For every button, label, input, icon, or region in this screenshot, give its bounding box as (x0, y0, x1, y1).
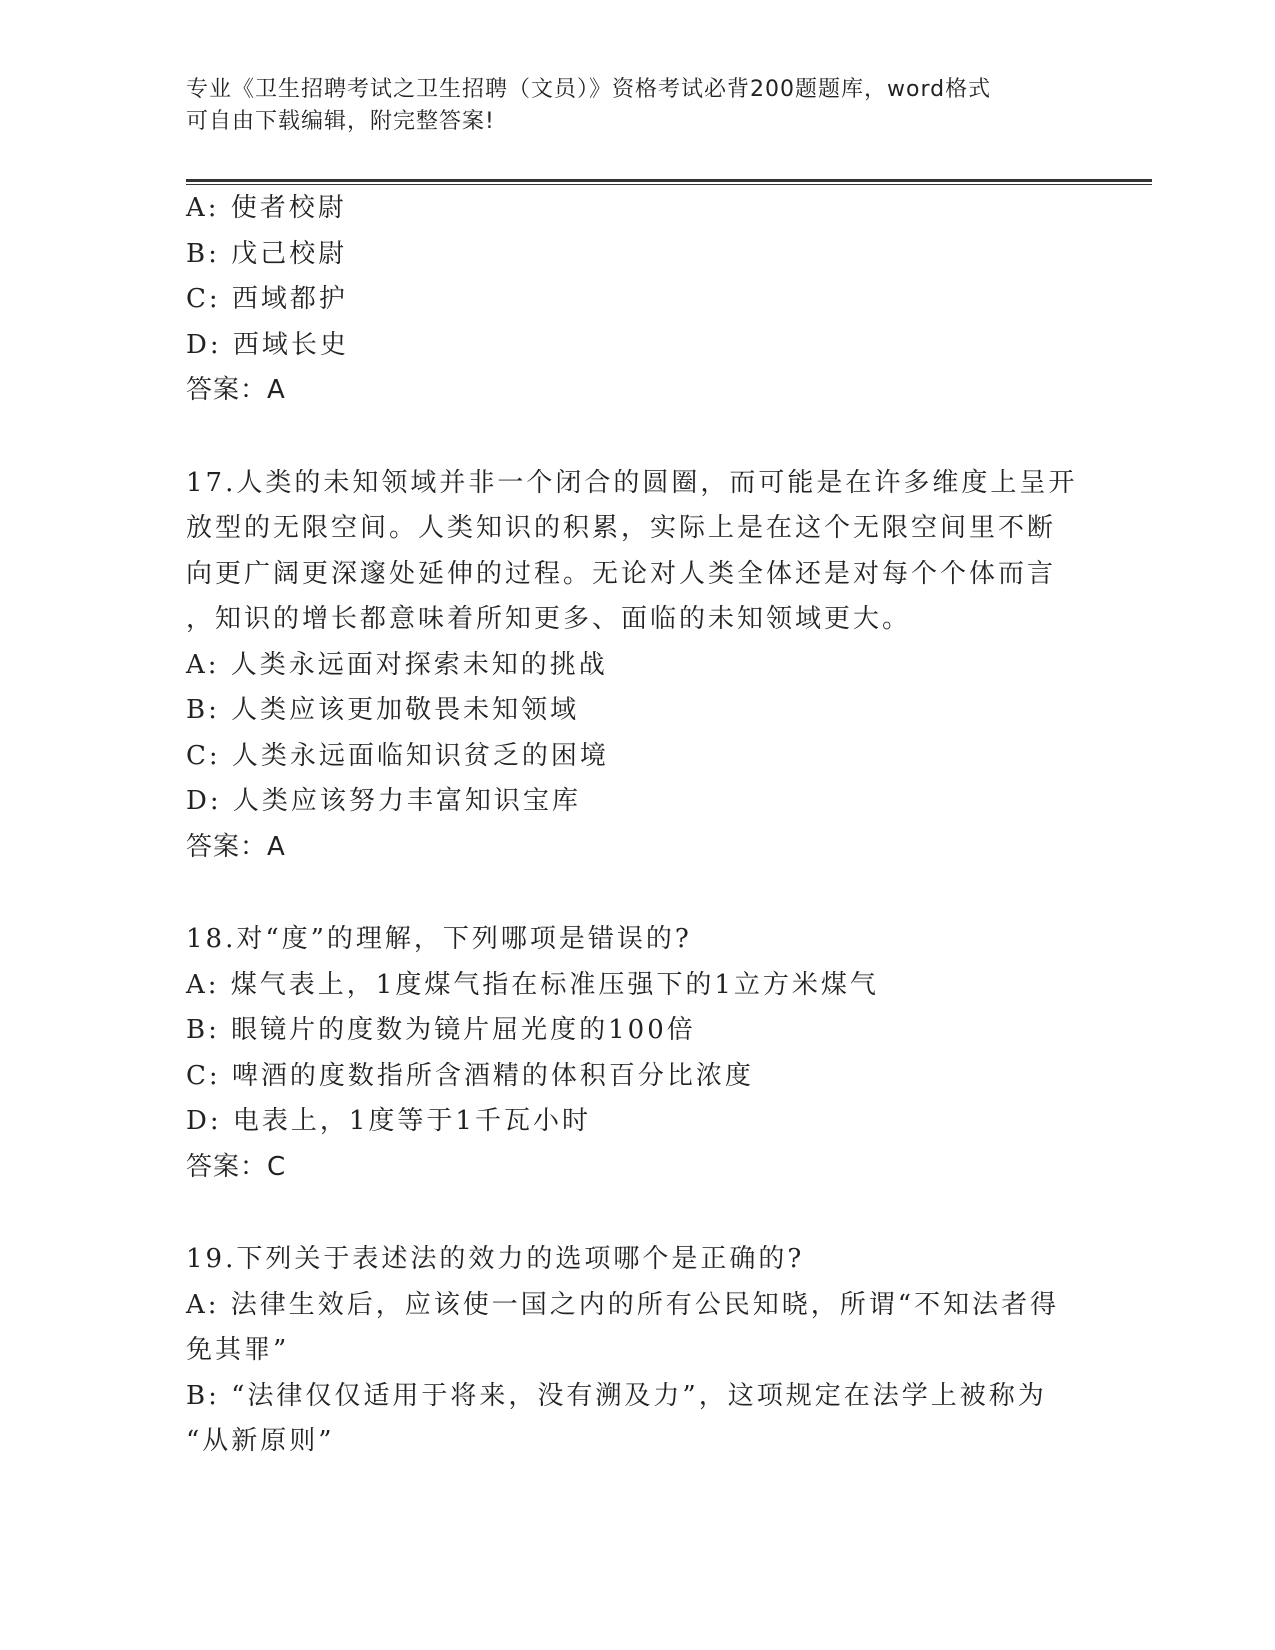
q17-option-c: C: 人类永远面临知识贫乏的困境 (186, 740, 609, 771)
q16-option-a: A: 使者校尉 (186, 193, 347, 223)
q17-option-a: A: 人类永远面对探索未知的挑战 (186, 649, 608, 680)
header-rule-thin (186, 184, 1152, 185)
q18-stem: 18.对“度”的理解，下列哪项是错误的? (186, 924, 692, 954)
q19-option-b-line-1: B: “法律仅仅适用于将来，没有溯及力”，这项规定在法学上被称为 (186, 1380, 1047, 1411)
header-line-1: 专业《卫生招聘考试之卫生招聘（文员）》资格考试必背200题题库，word格式 (186, 77, 992, 102)
q19-stem: 19.下列关于表述法的效力的选项哪个是正确的? (186, 1244, 805, 1274)
header-rule-thick (186, 179, 1152, 182)
q18-option-a: A: 煤气表上，1度煤气指在标准压强下的1立方米煤气 (186, 969, 879, 1000)
q18-option-d: D: 电表上，1度等于1千瓦小时 (186, 1106, 591, 1136)
question-19-block (186, 1237, 1086, 1465)
q17-answer: 答案：A (186, 831, 286, 862)
q19-option-b-line-2: “从新原则” (186, 1426, 335, 1456)
question-18-block (186, 917, 1086, 1190)
q17-option-d: D: 人类应该努力丰富知识宝库 (186, 786, 581, 816)
header-line-2: 可自由下载编辑，附完整答案! (186, 109, 495, 134)
q16-option-c: C: 西域都护 (186, 284, 348, 314)
q16-option-b: B: 戊己校尉 (186, 238, 348, 269)
q18-option-b: B: 眼镜片的度数为镜片屈光度的100倍 (186, 1015, 696, 1045)
q17-stem-line-3: 向更广阔更深邃处延伸的过程。无论对人类全体还是对每个个体而言 (186, 558, 1057, 589)
question-16-block (186, 186, 1086, 414)
q18-answer: 答案：C (186, 1151, 287, 1182)
document-header (186, 74, 1066, 138)
q18-option-c: C: 啤酒的度数指所含酒精的体积百分比浓度 (186, 1060, 754, 1091)
spacer (186, 414, 1086, 461)
q17-option-b: B: 人类应该更加敬畏未知领域 (186, 695, 580, 725)
q19-option-a-line-1: A: 法律生效后，应该使一国之内的所有公民知晓，所谓“不知法者得 (186, 1289, 1060, 1320)
q19-option-a-line-2: 免其罪” (186, 1335, 290, 1365)
question-content (186, 186, 1086, 1465)
question-17-block (186, 461, 1086, 871)
q17-stem-line-2: 放型的无限空间。人类知识的积累，实际上是在这个无限空间里不断 (186, 513, 1057, 543)
q17-stem-line-4: ，知识的增长都意味着所知更多、面临的未知领域更大。 (186, 604, 912, 634)
q17-stem-line-1: 17.人类的未知领域并非一个闭合的圆圈，而可能是在许多维度上呈开 (186, 467, 1078, 498)
q16-option-d: D: 西域长史 (186, 329, 349, 360)
spacer (186, 870, 1086, 917)
spacer (186, 1190, 1086, 1237)
q16-answer: 答案：A (186, 375, 286, 405)
